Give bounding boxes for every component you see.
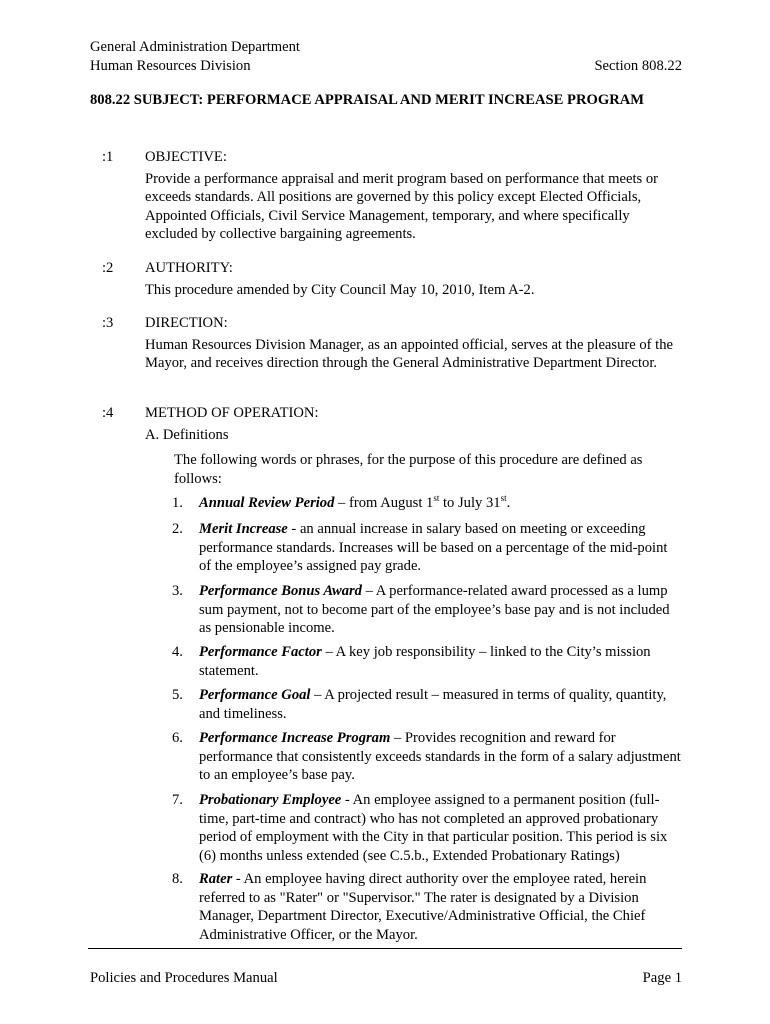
document-title: 808.22 SUBJECT: PERFORMACE APPRAISAL AND MERIT INCREASE PROGRAM bbox=[90, 92, 645, 108]
definition-text: . bbox=[506, 495, 511, 511]
definition-term: Rater bbox=[199, 871, 233, 887]
page-header bbox=[90, 38, 682, 75]
definition-text: – A key job responsibility – linked to the City’s mission statement. bbox=[199, 644, 651, 679]
header-row bbox=[90, 57, 682, 76]
section-number-3: :3 bbox=[102, 315, 114, 331]
definition-text: – A projected result – measured in terms of quality, quantity, and timeliness. bbox=[199, 687, 667, 722]
section-heading-method: METHOD OF OPERATION: bbox=[145, 405, 319, 421]
definition-item bbox=[90, 494, 682, 513]
definition-number: 5. bbox=[172, 687, 183, 703]
definition-number: 8. bbox=[172, 871, 183, 887]
page-number: Page 1 bbox=[642, 970, 682, 986]
definition-number: 1. bbox=[172, 495, 183, 511]
section-number: Section 808.22 bbox=[594, 57, 682, 74]
division-name: Human Resources Division bbox=[90, 57, 251, 74]
definitions-intro: The following words or phrases, for the purpose of this procedure are defined as follows: bbox=[174, 452, 643, 487]
definition-text: – from August 1 bbox=[334, 495, 434, 511]
ordinal-suffix: st bbox=[500, 493, 507, 504]
section-heading-objective: OBJECTIVE: bbox=[145, 149, 227, 165]
definition-text: - An employee assigned to a permanent position (full-time, part-time and contract) who has not completed an approved probationary period of employment with the City in that particular position. This period is six (6) months unless extended (see C.5.b., Extended Probationary Ratings) bbox=[199, 792, 668, 864]
section-body-authority: This procedure amended by City Council May 10, 2010, Item A-2. bbox=[145, 281, 535, 298]
definition-item bbox=[90, 520, 682, 576]
section-direction bbox=[90, 314, 682, 373]
definition-item bbox=[90, 791, 682, 865]
section-number-2: :2 bbox=[102, 260, 114, 276]
definition-term: Annual Review Period bbox=[199, 495, 335, 511]
definition-text: – Provides recognition and reward for performance that consistently exceeds standards in the form of a salary adjustment to an employee’s base pay. bbox=[199, 730, 681, 783]
section-body-direction: Human Resources Division Manager, as an appointed official, serves at the pleasure of the Mayor, and receives direction through the General Administrative Department Director. bbox=[145, 336, 674, 371]
definition-text: to July 31 bbox=[439, 495, 501, 511]
definition-text: – A performance-related award processed as a lump sum payment, not to become part of the employee’s base pay and is not included as pensionable income. bbox=[199, 583, 670, 636]
definition-term: Performance Factor bbox=[199, 644, 322, 660]
section-objective bbox=[90, 148, 682, 244]
definition-item bbox=[90, 643, 682, 680]
definition-item bbox=[90, 582, 682, 638]
definition-item bbox=[90, 686, 682, 723]
manual-name: Policies and Procedures Manual bbox=[90, 970, 278, 986]
section-number-1: :1 bbox=[102, 149, 114, 165]
definition-item bbox=[90, 729, 682, 785]
department-name: General Administration Department bbox=[90, 39, 300, 55]
footer-divider bbox=[88, 948, 682, 949]
definition-item bbox=[90, 870, 682, 944]
definition-term: Merit Increase bbox=[199, 521, 288, 537]
definition-term: Performance Bonus Award bbox=[199, 583, 362, 599]
definition-number: 2. bbox=[172, 521, 183, 537]
definition-number: 6. bbox=[172, 730, 183, 746]
definition-term: Probationary Employee bbox=[199, 792, 342, 808]
section-body-objective: Provide a performance appraisal and merit program based on performance that meets or exceeds standards. All positions are governed by this policy except Elected Officials, Appointed Officials, Civil Service Management, temporary, and where specifically excluded by collective bargaining agreements. bbox=[145, 170, 659, 242]
definition-number: 3. bbox=[172, 583, 183, 599]
section-authority bbox=[90, 259, 682, 299]
definition-term: Performance Increase Program bbox=[199, 730, 391, 746]
section-number-4: :4 bbox=[102, 405, 114, 421]
definition-number: 7. bbox=[172, 792, 183, 808]
ordinal-suffix: st bbox=[433, 493, 440, 504]
section-method-of-operation bbox=[90, 404, 682, 488]
definition-term: Performance Goal bbox=[199, 687, 311, 703]
definition-text: - An employee having direct authority over the employee rated, herein referred to as "Rater" or "Supervisor." The rater is designated by a Division Manager, Department Director, Executive/Administrative Official, the Chief Administrative Officer, or the Mayor. bbox=[199, 871, 647, 943]
section-heading-direction: DIRECTION: bbox=[145, 315, 228, 331]
definition-number: 4. bbox=[172, 644, 183, 660]
definition-text: - an annual increase in salary based on meeting or exceeding performance standards. Increases will be based on a percentage of the mid-point of the employee’s assigned pay grade. bbox=[199, 521, 668, 574]
page-footer bbox=[90, 969, 682, 988]
subsection-definitions: A. Definitions bbox=[145, 426, 229, 443]
section-heading-authority: AUTHORITY: bbox=[145, 260, 233, 276]
